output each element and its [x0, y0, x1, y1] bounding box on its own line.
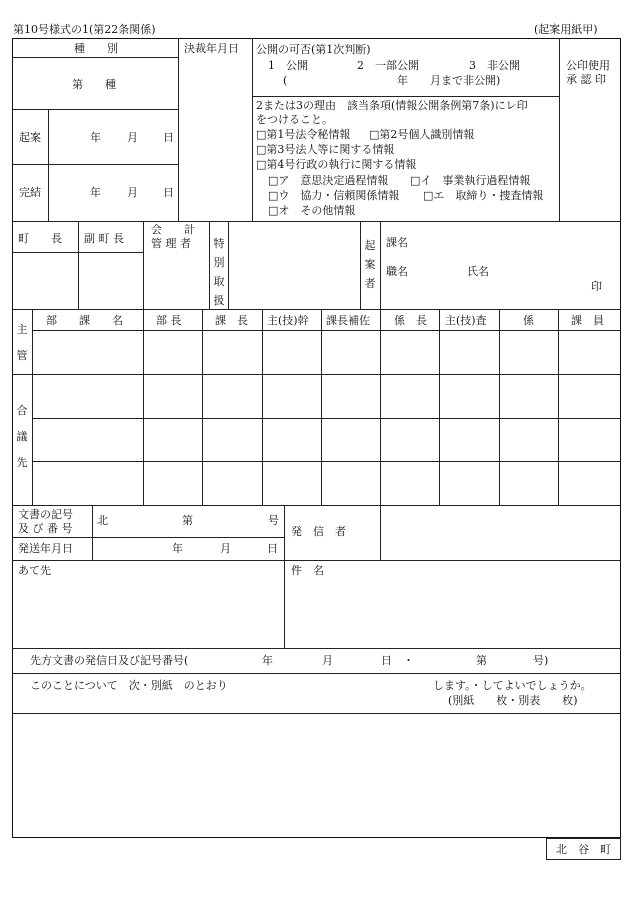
- header-subsection-head: 係 長: [394, 314, 427, 327]
- town-name: 北 谷 町: [556, 843, 611, 856]
- person-name-label: 氏名: [467, 265, 489, 278]
- seal-approval-label: 承 認 印: [566, 73, 606, 86]
- dept-section-header: 部 課 名: [46, 314, 123, 327]
- option-partial: 2 一部公開: [357, 59, 419, 72]
- special-handling-label: 特別取扱: [213, 237, 225, 307]
- header-assistant-section-head: 課長補佐: [326, 314, 370, 327]
- prior-doc-label: 先方文書の発信日及び記号番号(: [30, 654, 189, 667]
- seal-use-label: 公印使用: [566, 59, 610, 72]
- doc-number-label-1: 文書の記号: [18, 508, 73, 521]
- body-line-right-2: (別紙 枚・別表 枚): [448, 694, 578, 707]
- prior-gou: 号): [533, 654, 549, 667]
- prior-year: 年: [262, 654, 273, 667]
- completed-label: 完結: [19, 186, 41, 199]
- prior-month: 月: [322, 654, 333, 667]
- doc-number-prefix: 北: [97, 514, 108, 527]
- header-section-staff: 課 員: [571, 314, 604, 327]
- form-number: 第10号様式の1(第22条関係): [13, 23, 156, 36]
- type-value: 第 種: [72, 78, 116, 91]
- header-staff: 係: [523, 314, 534, 327]
- addressee-label: あて先: [18, 564, 51, 577]
- check-4-i[interactable]: □イ 事業執行過程情報: [410, 174, 531, 187]
- header-chief-councilor: 主(技)幹: [267, 314, 309, 327]
- mayor-label: 町 長: [18, 232, 62, 245]
- body-line-left: このことについて 次・別紙 のとおり: [30, 679, 228, 692]
- prior-dai: 第: [476, 654, 487, 667]
- until-paren: (: [283, 74, 288, 87]
- completed-day: 日: [163, 186, 174, 199]
- reason-line-2: をつけること。: [256, 113, 333, 126]
- check-3[interactable]: □第3号法人等に関する情報: [256, 143, 395, 156]
- section-name-label: 課名: [386, 236, 408, 249]
- position-label: 職名: [386, 265, 408, 278]
- check-4-u[interactable]: □ウ 協力・信頼関係情報: [268, 189, 400, 202]
- prior-day: 日 ・: [381, 654, 414, 667]
- accountant-label-2: 管 理 者: [151, 237, 191, 250]
- send-year: 年: [172, 542, 183, 555]
- header-dept-head: 部 長: [156, 314, 182, 327]
- header-section-head: 課 長: [215, 314, 248, 327]
- drafted-label: 起案: [19, 131, 41, 144]
- body-line-right: します。・してよいでしょうか。: [433, 679, 592, 692]
- doc-number-label-2: 及 び 番 号: [18, 522, 73, 535]
- until-text: 年 月まで非公開): [397, 74, 501, 87]
- sheet-type: (起案用紙甲): [534, 23, 598, 36]
- doc-number-dai: 第: [182, 514, 193, 527]
- accountant-label-1: 会 計: [151, 223, 195, 236]
- drafted-day: 日: [163, 131, 174, 144]
- send-month: 月: [220, 542, 231, 555]
- decision-date-label: 決裁年月日: [184, 42, 239, 55]
- completed-year: 年: [90, 186, 101, 199]
- disclosure-title: 公開の可否(第1次判断): [256, 43, 371, 56]
- seal-mark: 印: [591, 280, 602, 293]
- drafted-year: 年: [90, 131, 101, 144]
- check-1[interactable]: □第1号法令秘情報: [256, 128, 351, 141]
- drafted-month: 月: [127, 131, 138, 144]
- option-public: 1 公開: [268, 59, 308, 72]
- header-examiner: 主(技)査: [445, 314, 487, 327]
- check-4-o[interactable]: □オ その他情報: [268, 204, 356, 217]
- send-date-label: 発送年月日: [18, 542, 73, 555]
- sender-label: 発 信 者: [291, 525, 346, 538]
- check-4-a[interactable]: □ア 意思決定過程情報: [268, 174, 389, 187]
- deputy-mayor-label: 副 町 長: [84, 232, 124, 245]
- check-4[interactable]: □第4号行政の執行に関する情報: [256, 158, 417, 171]
- completed-month: 月: [127, 186, 138, 199]
- check-2[interactable]: □第2号個人識別情報: [369, 128, 475, 141]
- send-day: 日: [267, 542, 278, 555]
- doc-number-gou: 号: [268, 514, 279, 527]
- drafter-label: 起案者: [364, 239, 376, 290]
- option-nonpublic: 3 非公開: [469, 59, 520, 72]
- reason-line-1: 2または3の理由 該当条項(情報公開条例第7条)にレ印: [256, 99, 528, 112]
- type-label: 種 別: [74, 42, 118, 55]
- check-4-e[interactable]: □エ 取締り・捜査情報: [423, 189, 544, 202]
- council-label: 合議先: [16, 404, 28, 469]
- main-department-label: 主管: [16, 323, 28, 362]
- subject-label: 件 名: [291, 564, 324, 577]
